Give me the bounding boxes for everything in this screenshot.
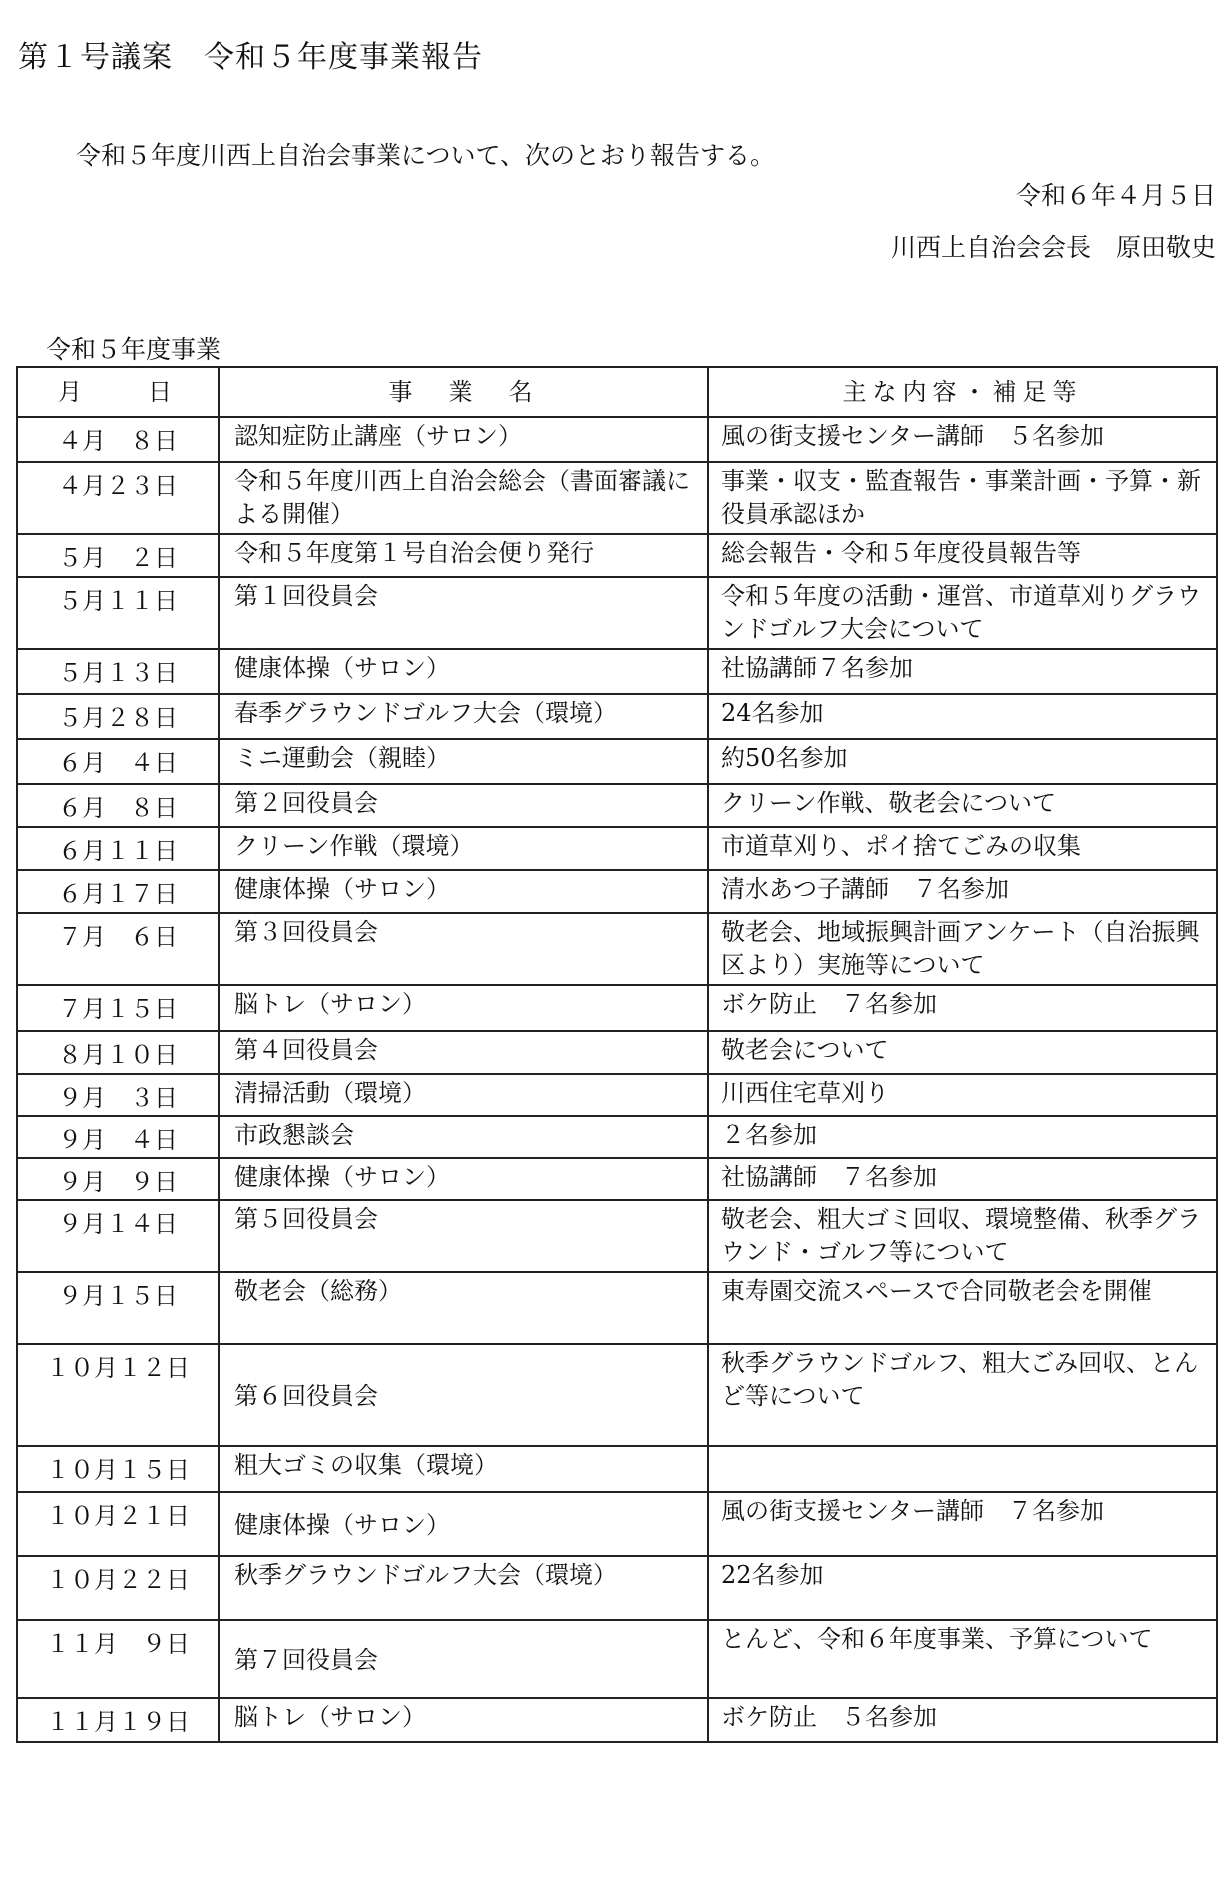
table-row (17, 1158, 1217, 1200)
row-date: １１月１９日 (17, 1698, 219, 1742)
row-event-name: 第６回役員会 (219, 1344, 708, 1446)
row-details: 東寿園交流スペースで合同敬老会を開催 (708, 1272, 1217, 1344)
row-event-name: 令和５年度第１号自治会便り発行 (219, 534, 708, 577)
row-event-name: 清掃活動（環境） (219, 1074, 708, 1116)
header-details: 主な内容・補足等 (708, 367, 1217, 417)
row-event-name: 認知症防止講座（サロン） (219, 417, 708, 462)
table-header-row (17, 367, 1217, 417)
row-date: ６月 ４日 (17, 739, 219, 784)
row-date: ５月２８日 (17, 694, 219, 739)
table-row (17, 1116, 1217, 1158)
row-event-name: 第４回役員会 (219, 1031, 708, 1074)
row-date: ６月１１日 (17, 827, 219, 870)
row-details: 風の街支援センター講師 ５名参加 (708, 417, 1217, 462)
row-details: 総会報告・令和５年度役員報告等 (708, 534, 1217, 577)
table-row (17, 985, 1217, 1031)
table-row (17, 1031, 1217, 1074)
table-row (17, 694, 1217, 739)
table-row (17, 913, 1217, 985)
row-event-name: 脳トレ（サロン） (219, 985, 708, 1031)
report-date: 令和６年４月５日 (1015, 181, 1216, 210)
table-row (17, 577, 1217, 649)
row-event-name: ミニ運動会（親睦） (219, 739, 708, 784)
row-details: 敬老会、粗大ゴミ回収、環境整備、秋季グラウンド・ゴルフ等について (708, 1200, 1217, 1272)
row-event-name: クリーン作戦（環境） (219, 827, 708, 870)
row-details: 風の街支援センター講師 ７名参加 (708, 1492, 1217, 1556)
row-date: ５月１１日 (17, 577, 219, 649)
row-event-name: 第７回役員会 (219, 1620, 708, 1698)
row-details: 約50名参加 (708, 739, 1217, 784)
row-date: ８月１０日 (17, 1031, 219, 1074)
document-title: 第１号議案 令和５年度事業報告 (18, 40, 483, 75)
table-row (17, 784, 1217, 827)
row-event-name: 健康体操（サロン） (219, 1492, 708, 1556)
row-event-name: 春季グラウンドゴルフ大会（環境） (219, 694, 708, 739)
row-details: クリーン作戦、敬老会について (708, 784, 1217, 827)
table-row (17, 417, 1217, 462)
row-event-name: 第３回役員会 (219, 913, 708, 985)
table-row (17, 1698, 1217, 1742)
row-details: ボケ防止 ５名参加 (708, 1698, 1217, 1742)
table-row (17, 1344, 1217, 1446)
table-row (17, 827, 1217, 870)
row-event-name: 健康体操（サロン） (219, 1158, 708, 1200)
row-details (708, 1446, 1217, 1492)
table-row (17, 649, 1217, 694)
row-event-name: 敬老会（総務） (219, 1272, 708, 1344)
row-date: ９月 ４日 (17, 1116, 219, 1158)
row-date: ９月 ３日 (17, 1074, 219, 1116)
row-details: 24名参加 (708, 694, 1217, 739)
row-date: ５月１３日 (17, 649, 219, 694)
intro-sentence: 令和５年度川西上自治会事業について、次のとおり報告する。 (76, 141, 776, 170)
row-date: １０月１５日 (17, 1446, 219, 1492)
row-event-name: 第２回役員会 (219, 784, 708, 827)
row-date: １０月２２日 (17, 1556, 219, 1620)
row-details: 22名参加 (708, 1556, 1217, 1620)
row-details: 敬老会について (708, 1031, 1217, 1074)
section-title: 令和５年度事業 (46, 335, 222, 364)
table-row (17, 870, 1217, 913)
row-event-name: 秋季グラウンドゴルフ大会（環境） (219, 1556, 708, 1620)
row-date: ７月 ６日 (17, 913, 219, 985)
header-date: 月 日 (17, 367, 219, 417)
table-row (17, 1446, 1217, 1492)
header-event-name: 事 業 名 (219, 367, 708, 417)
events-table (16, 366, 1218, 1743)
row-details: 社協講師 ７名参加 (708, 1158, 1217, 1200)
row-date: ４月 ８日 (17, 417, 219, 462)
table-row (17, 1492, 1217, 1556)
row-details: 市道草刈り、ポイ捨てごみの収集 (708, 827, 1217, 870)
table-row (17, 534, 1217, 577)
row-details: 事業・収支・監査報告・事業計画・予算・新役員承認ほか (708, 462, 1217, 534)
row-details: 川西住宅草刈り (708, 1074, 1217, 1116)
row-date: ４月２３日 (17, 462, 219, 534)
table-row (17, 1200, 1217, 1272)
row-date: ９月 ９日 (17, 1158, 219, 1200)
row-date: ９月１５日 (17, 1272, 219, 1344)
row-event-name: 市政懇談会 (219, 1116, 708, 1158)
table-row (17, 1620, 1217, 1698)
table-row (17, 1556, 1217, 1620)
row-date: ６月 ８日 (17, 784, 219, 827)
row-details: ボケ防止 ７名参加 (708, 985, 1217, 1031)
row-date: ７月１５日 (17, 985, 219, 1031)
row-details: 敬老会、地域振興計画アンケート（自治振興区より）実施等について (708, 913, 1217, 985)
row-details: とんど、令和６年度事業、予算について (708, 1620, 1217, 1698)
row-event-name: 健康体操（サロン） (219, 649, 708, 694)
row-event-name: 脳トレ（サロン） (219, 1698, 708, 1742)
row-event-name: 令和５年度川西上自治会総会（書面審議による開催） (219, 462, 708, 534)
row-details: 社協講師７名参加 (708, 649, 1217, 694)
row-date: ６月１７日 (17, 870, 219, 913)
table-row (17, 462, 1217, 534)
row-details: ２名参加 (708, 1116, 1217, 1158)
row-event-name: 第１回役員会 (219, 577, 708, 649)
row-details: 清水あつ子講師 ７名参加 (708, 870, 1217, 913)
row-date: ５月 ２日 (17, 534, 219, 577)
row-date: １０月２１日 (17, 1492, 219, 1556)
row-date: ９月１４日 (17, 1200, 219, 1272)
row-event-name: 健康体操（サロン） (219, 870, 708, 913)
table-row (17, 1272, 1217, 1344)
signer: 川西上自治会会長 原田敬史 (890, 233, 1216, 262)
row-details: 秋季グラウンドゴルフ、粗大ごみ回収、とんど等について (708, 1344, 1217, 1446)
row-event-name: 第５回役員会 (219, 1200, 708, 1272)
table-row (17, 1074, 1217, 1116)
row-event-name: 粗大ゴミの収集（環境） (219, 1446, 708, 1492)
row-date: １０月１２日 (17, 1344, 219, 1446)
row-date: １１月 ９日 (17, 1620, 219, 1698)
row-details: 令和５年度の活動・運営、市道草刈りグラウンドゴルフ大会について (708, 577, 1217, 649)
table-row (17, 739, 1217, 784)
